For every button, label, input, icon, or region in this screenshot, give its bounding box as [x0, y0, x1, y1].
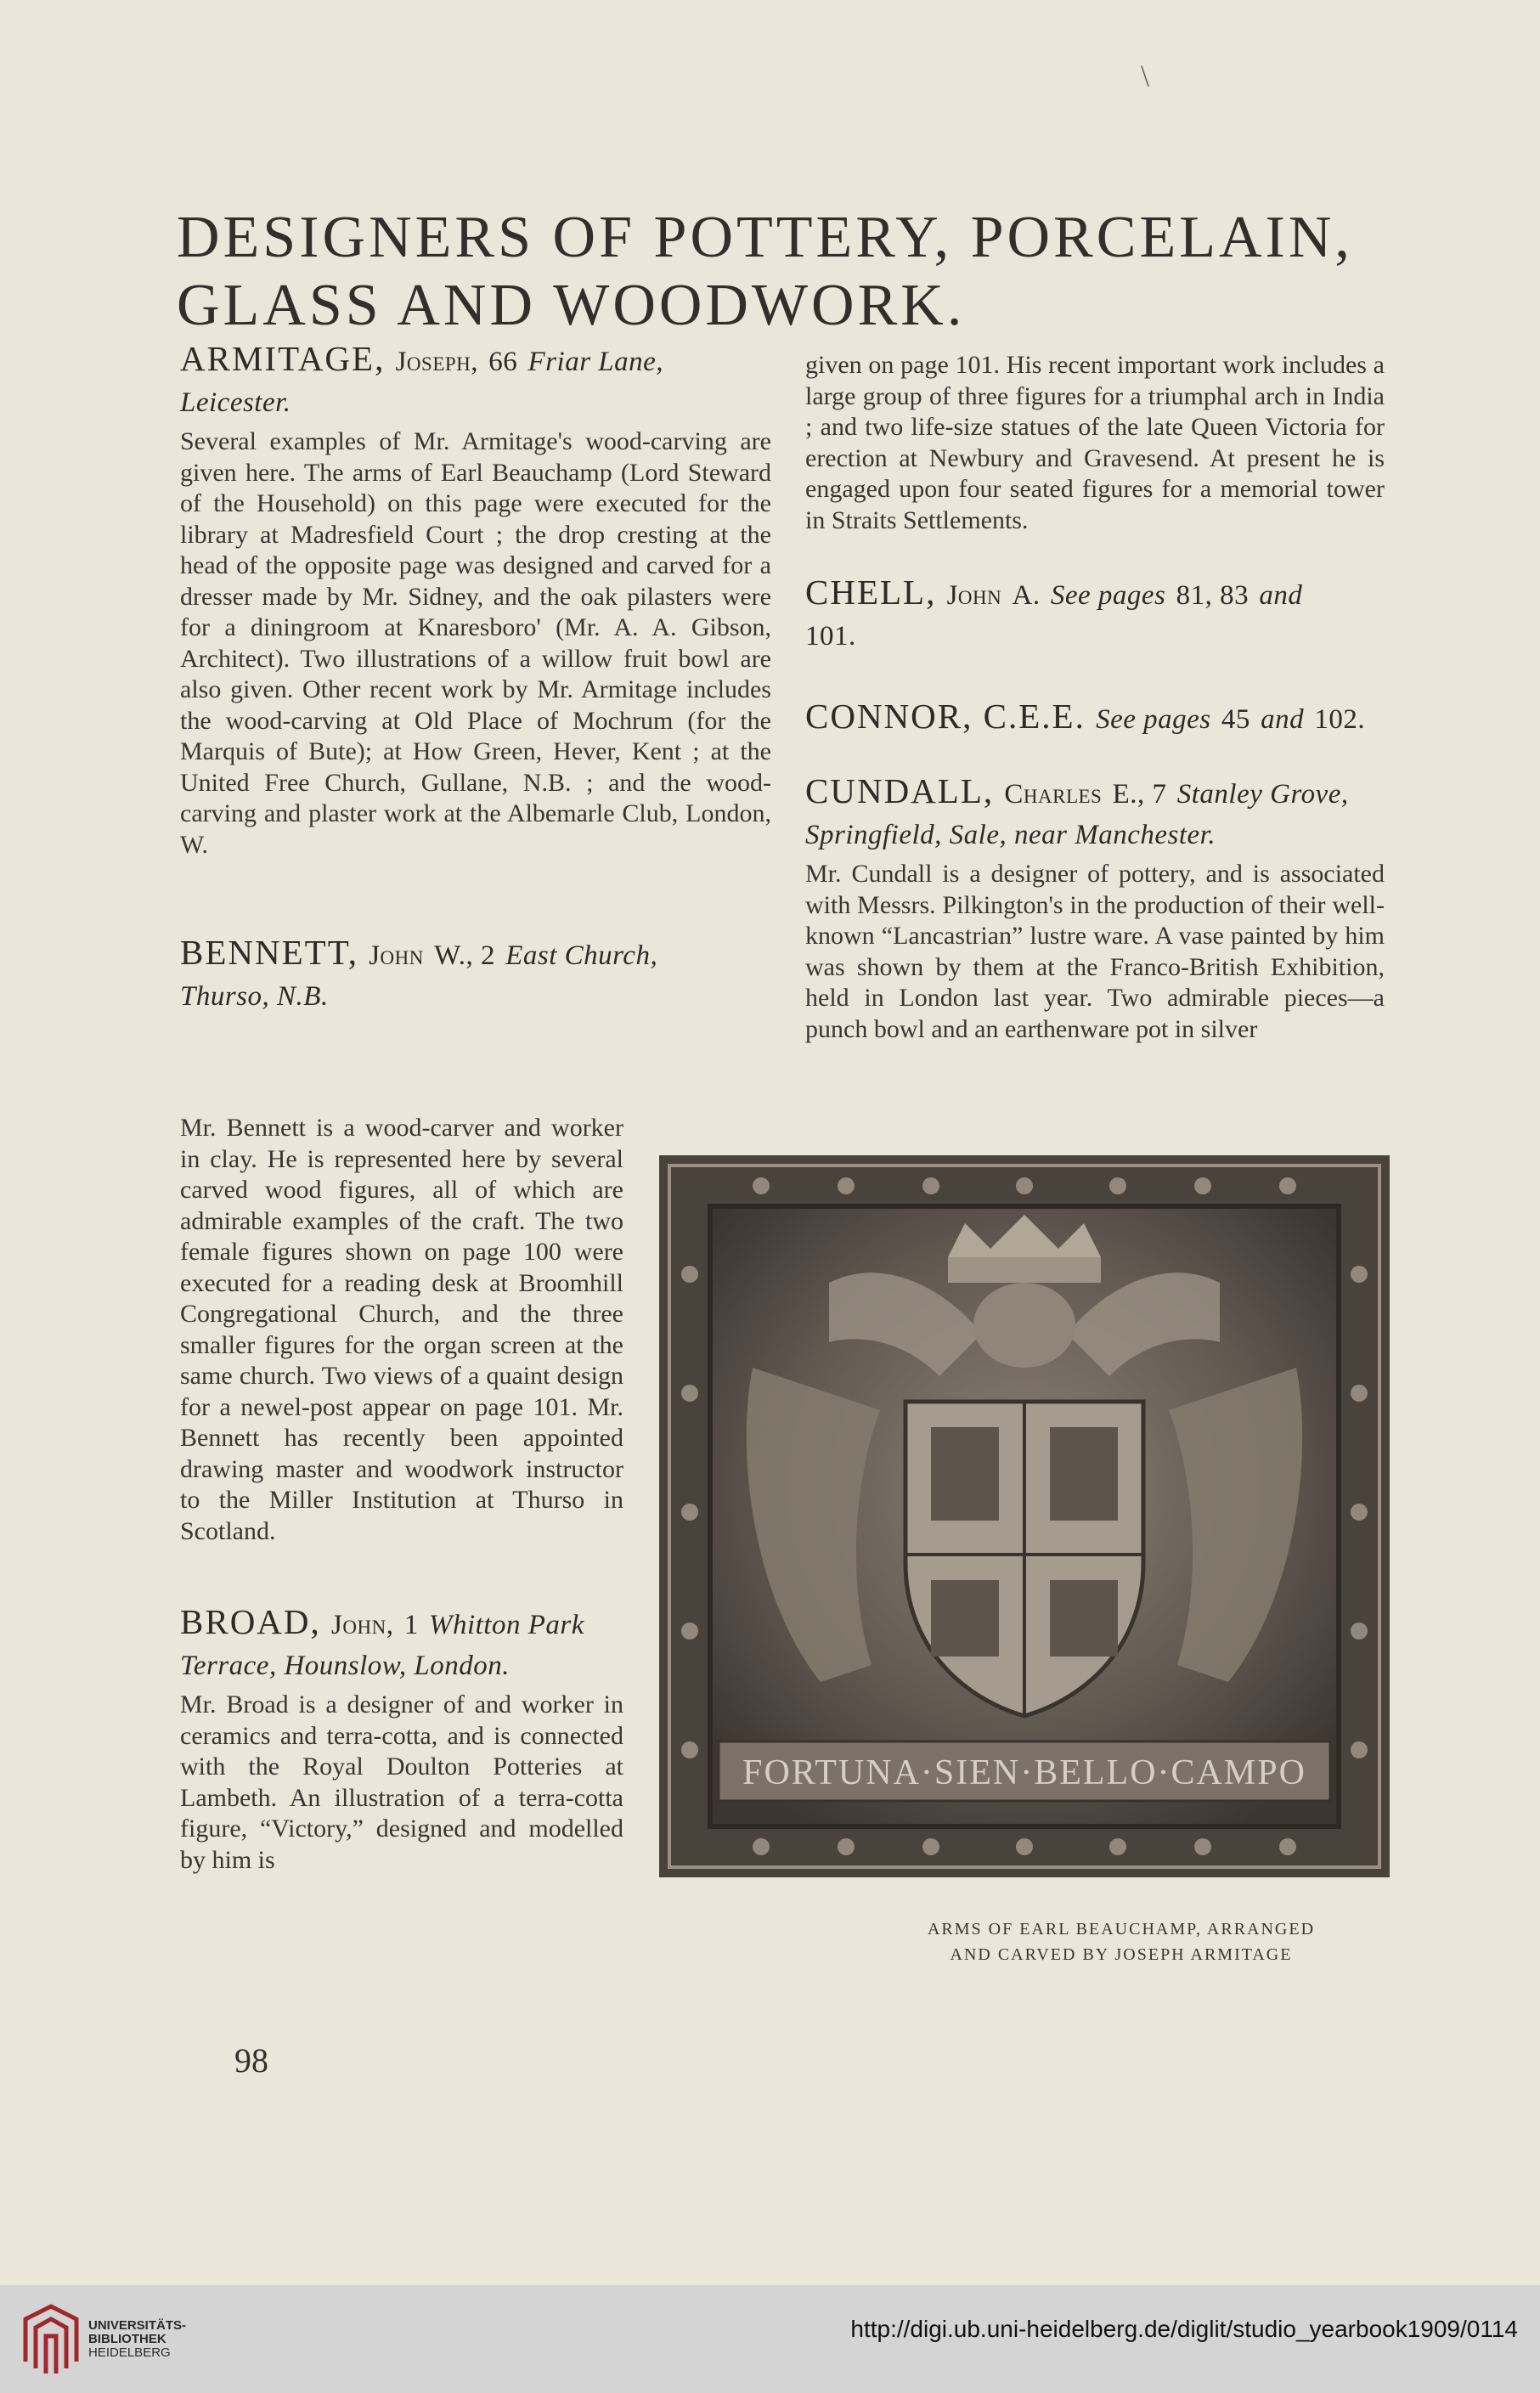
entry-cundall [805, 772, 1385, 1045]
motto-text: FORTUNA·SIEN·BELLO·CAMPO [742, 1753, 1306, 1792]
page-title [177, 204, 1383, 340]
library-logo-icon [17, 2302, 85, 2375]
carved-arms-photo [659, 1155, 1390, 1877]
entry-armitage [180, 340, 771, 861]
entry-chell: CHELL, John A. See pages 81, 83 and 101. [805, 573, 1303, 652]
entry-body: Mr. Broad is a designer of and worker in ceramics and terra-cotta, and is connected with the Royal Doulton Potteries at Lambeth. An illustration of a terra-cotta figure, “Victory,” designed and modelled by him is [180, 1690, 623, 1874]
entry-heading: ARMITAGE, Joseph, 66 Friar Lane, Leicester. [180, 339, 664, 418]
entry-heading: BENNETT, John W., 2 East Church, Thurso, N.B. [180, 933, 658, 1012]
entry-heading: BROAD, John, 1 Whitton Park Terrace, Hounslow, London. [180, 1602, 584, 1681]
left-narrow-column [180, 1113, 623, 1876]
figure-caption: ARMS OF EARL BEAUCHAMP, ARRANGED AND CARVED BY JOSEPH ARMITAGE [927, 1920, 1316, 1964]
entry-body-bennett: Mr. Bennett is a wood-carver and worker in clay. He is represented here by several carved wood figures, all of which are admirable examples of the craft. The two female figures shown on page 100 were executed for a reading desk at Broomhill Congregational Church, and the three smaller figures for the organ screen at the same church. Two views of a quaint design for a newel-post appear on page 101. Mr. Bennett has recently been appointed drawing master and woodwork instructor to the Miller Institution at Thurso in Scotland. [180, 1114, 623, 1545]
library-footer [0, 2285, 1540, 2393]
entry-body: Mr. Cundall is a designer of pottery, and is associated with Messrs. Pilkington's in the production of their well-known “Lancastrian” lustre ware. A vase painted by him was shown by them at the Franco-British Exhibition, held in London last year. Two admirable pieces—a punch bowl and an earthenware pot in silver [805, 860, 1385, 1043]
entry-body-continued: given on page 101. His recent important work includes a large group of three figures for a triumphal arch in India ; and two life-size statues of the late Queen Victoria for erection at Newbury and Gravesend. At present he is engaged upon four seated figures for a memorial tower in Straits Settlements. [805, 351, 1385, 534]
title-line-1: DESIGNERS OF POTTERY, PORCELAIN, [177, 205, 1353, 270]
page-mark: \ [1141, 59, 1150, 93]
entry-body: Several examples of Mr. Armitage's wood-carving are given here. The arms of Earl Beauchamp (Lord Steward of the Household) on this page were executed for the library at Madresfield Court ; the drop cresting at the head of the opposite page was designed and carved for a dresser made by Mr. Sidney, and the oak pilasters were for a diningroom at Knaresboro' (Mr. A. A. Gibson, Architect). Two illustrations of a willow fruit bowl are also given. Other recent work by Mr. Armitage includes the wood-carving at Old Place of Mochrum (for the Marquis of Bute); at How Green, Hever, Kent ; at the United Free Church, Gullane, N.B. ; and the wood-carving and plaster work at the Albemarle Club, London, W. [180, 427, 771, 859]
title-line-2: GLASS AND WOODWORK. [177, 273, 966, 338]
right-column [805, 350, 1385, 1045]
entry-heading: CUNDALL, Charles E., 7 Stanley Grove, Springfield, Sale, near Manchester. [805, 771, 1349, 850]
left-column [180, 340, 771, 1015]
entry-bennett-heading [180, 934, 771, 1015]
entry-broad [180, 1603, 623, 1876]
source-url-link[interactable]: http://digi.ub.uni-heidelberg.de/diglit/studio_yearbook1909/0114 [850, 2316, 1518, 2342]
entry-connor: CONNOR, C.E.E. See pages 45 and 102. [805, 697, 1366, 736]
page-number: 98 [234, 2041, 268, 2080]
library-name: UNIVERSITÄTS- BIBLIOTHEK HEIDELBERG [88, 2318, 187, 2360]
